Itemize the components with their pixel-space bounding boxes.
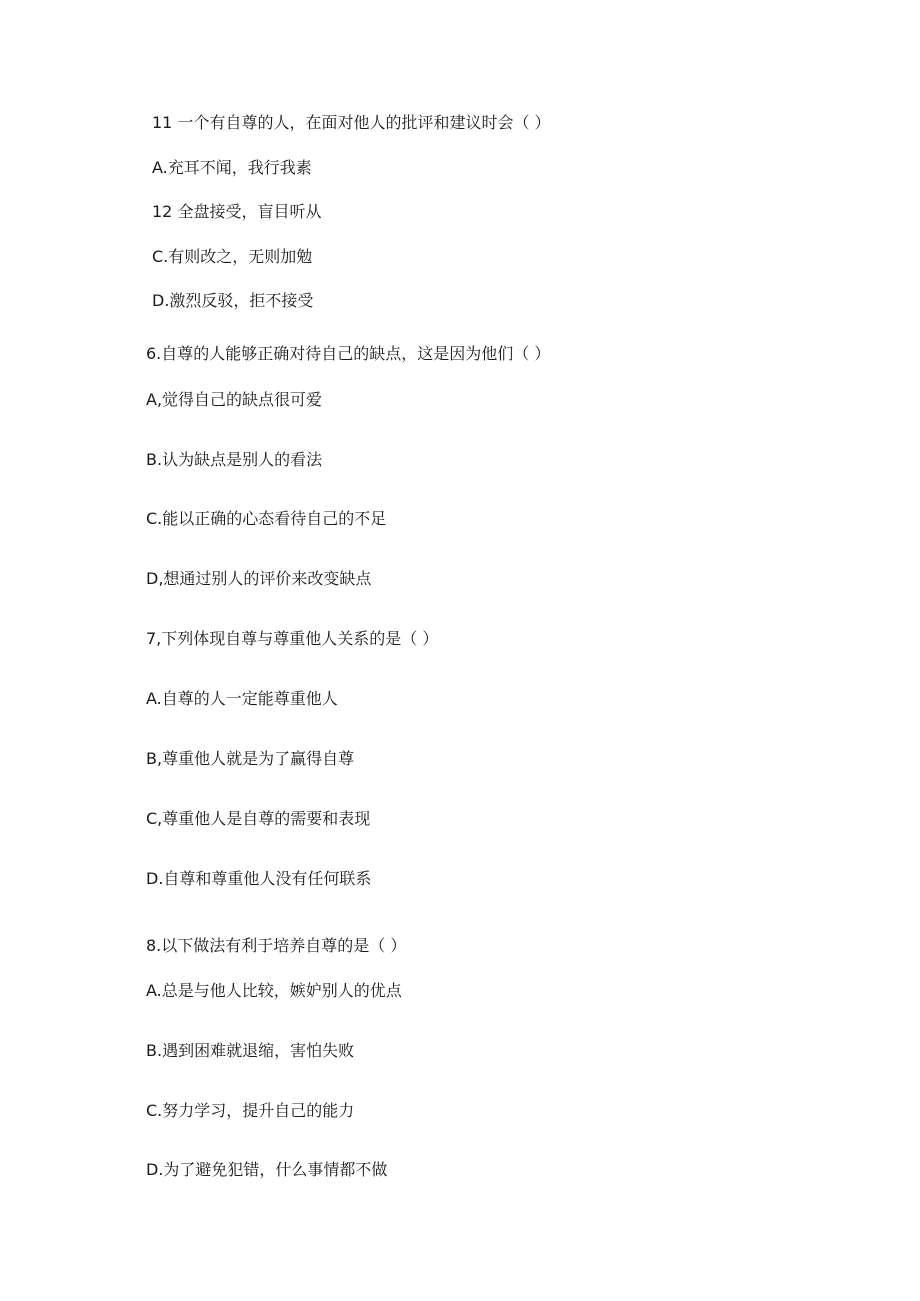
question-8-option-a: A.总是与他人比较，嫉妒别人的优点 [146,981,402,1000]
question-8-text: 8.以下做法有利于培养自尊的是（ ） [146,936,407,955]
question-7-option-d: D.自尊和尊重他人没有任何联系 [146,869,372,888]
question-8-option-b: B.遇到困难就退缩，害怕失败 [146,1041,355,1060]
question-7-option-b: B,尊重他人就是为了赢得自尊 [146,749,355,768]
question-12-text: 12 全盘接受，盲目听从 [152,202,322,221]
question-6-option-b: B.认为缺点是别人的看法 [146,450,323,469]
question-6-text: 6.自尊的人能够正确对待自己的缺点，这是因为他们（ ） [146,344,551,363]
question-11-option-a: A.充耳不闻，我行我素 [152,158,312,177]
question-7-text: 7,下列体现自尊与尊重他人关系的是（ ） [146,629,439,648]
question-7-option-a: A.自尊的人一定能尊重他人 [146,689,338,708]
question-11-option-d: D.激烈反驳，拒不接受 [152,291,314,310]
question-6-option-d: D,想通过别人的评价来改变缺点 [146,569,372,588]
question-11-text: 11 一个有自尊的人，在面对他人的批评和建议时会（ ） [152,113,551,132]
question-8-option-d: D.为了避免犯错，什么事情都不做 [146,1160,388,1179]
question-11-option-c: C.有则改之，无则加勉 [152,247,313,266]
question-6-option-c: C.能以正确的心态看待自己的不足 [146,509,387,528]
question-8-option-c: C.努力学习，提升自己的能力 [146,1101,355,1120]
question-7-option-c: C,尊重他人是自尊的需要和表现 [146,809,371,828]
question-6-option-a: A,觉得自己的缺点很可爱 [146,390,323,409]
